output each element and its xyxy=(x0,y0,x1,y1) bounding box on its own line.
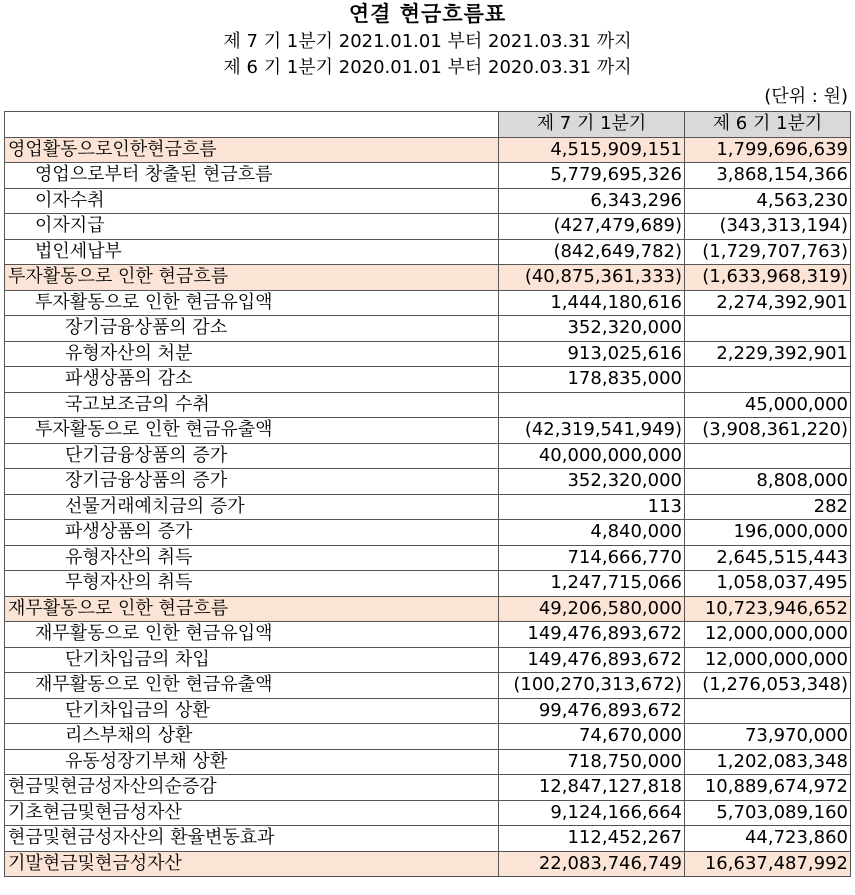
cash-flow-table xyxy=(4,111,851,877)
prior-period-value: 1,058,037,495 xyxy=(685,571,851,597)
row-label: 재무활동으로 인한 현금유입액 xyxy=(5,622,499,648)
row-label: 장기금융상품의 감소 xyxy=(5,316,499,342)
current-period-value: (842,649,782) xyxy=(499,239,685,265)
current-period-value: 352,320,000 xyxy=(499,469,685,495)
prior-period-value xyxy=(685,367,851,393)
table-row xyxy=(5,775,851,801)
row-label: 유형자산의 취득 xyxy=(5,545,499,571)
prior-period-value: 4,563,230 xyxy=(685,188,851,214)
row-label: 파생상품의 증가 xyxy=(5,520,499,546)
current-period-value: 714,666,770 xyxy=(499,545,685,571)
table-row xyxy=(5,418,851,444)
current-period-value: (42,319,541,949) xyxy=(499,418,685,444)
prior-period-value: (1,729,707,763) xyxy=(685,239,851,265)
current-period-value: 149,476,893,672 xyxy=(499,647,685,673)
prior-period-value: 5,703,089,160 xyxy=(685,800,851,826)
prior-period-value: 12,000,000,000 xyxy=(685,647,851,673)
table-row xyxy=(5,265,851,291)
header-prior-period: 제 6 기 1분기 xyxy=(685,112,851,138)
prior-period-value: (1,633,968,319) xyxy=(685,265,851,291)
row-label: 파생상품의 감소 xyxy=(5,367,499,393)
table-row xyxy=(5,341,851,367)
prior-period-value: 10,723,946,652 xyxy=(685,596,851,622)
table-row xyxy=(5,673,851,699)
row-label: 단기차입금의 차입 xyxy=(5,647,499,673)
current-period-value: 22,083,746,749 xyxy=(499,851,685,877)
table-row xyxy=(5,367,851,393)
table-row xyxy=(5,469,851,495)
row-label: 선물거래예치금의 증가 xyxy=(5,494,499,520)
table-row xyxy=(5,137,851,163)
current-period-value: 1,444,180,616 xyxy=(499,290,685,316)
prior-period-value: 1,799,696,639 xyxy=(685,137,851,163)
current-period-value: 178,835,000 xyxy=(499,367,685,393)
prior-period-label: 제 6 기 1분기 2020.01.01 부터 2020.03.31 까지 xyxy=(223,57,632,78)
table-row xyxy=(5,749,851,775)
current-period-value: 5,779,695,326 xyxy=(499,163,685,189)
table-row xyxy=(5,494,851,520)
prior-period-value: 282 xyxy=(685,494,851,520)
page-title: 연결 현금흐름표 xyxy=(348,2,507,26)
prior-period-value: 1,202,083,348 xyxy=(685,749,851,775)
table-row xyxy=(5,163,851,189)
prior-period-value: 3,868,154,366 xyxy=(685,163,851,189)
prior-period-value: 73,970,000 xyxy=(685,724,851,750)
table-row xyxy=(5,239,851,265)
prior-period-value: 44,723,860 xyxy=(685,826,851,852)
table-header-row xyxy=(5,112,851,138)
table-row xyxy=(5,800,851,826)
current-period-value: (427,479,689) xyxy=(499,214,685,240)
table-row xyxy=(5,622,851,648)
row-label: 영업활동으로인한현금흐름 xyxy=(5,137,499,163)
current-period-value: 718,750,000 xyxy=(499,749,685,775)
prior-period-value: 2,229,392,901 xyxy=(685,341,851,367)
current-period-value: 99,476,893,672 xyxy=(499,698,685,724)
header-label-column xyxy=(5,112,499,138)
current-period-value xyxy=(499,392,685,418)
header-current-period: 제 7 기 1분기 xyxy=(499,112,685,138)
prior-period-value: 16,637,487,992 xyxy=(685,851,851,877)
table-row xyxy=(5,443,851,469)
table-row xyxy=(5,214,851,240)
row-label: 장기금융상품의 증가 xyxy=(5,469,499,495)
table-row xyxy=(5,545,851,571)
current-period-value: 9,124,166,664 xyxy=(499,800,685,826)
row-label: 현금및현금성자산의순증감 xyxy=(5,775,499,801)
table-row xyxy=(5,647,851,673)
row-label: 기초현금및현금성자산 xyxy=(5,800,499,826)
table-body xyxy=(5,137,851,877)
table-row xyxy=(5,698,851,724)
prior-period-value: 2,645,515,443 xyxy=(685,545,851,571)
table-row xyxy=(5,290,851,316)
current-period-value: 6,343,296 xyxy=(499,188,685,214)
current-period-label: 제 7 기 1분기 2021.01.01 부터 2021.03.31 까지 xyxy=(223,31,632,52)
row-label: 단기차입금의 상환 xyxy=(5,698,499,724)
current-period-value: 113 xyxy=(499,494,685,520)
prior-period-value xyxy=(685,698,851,724)
table-row xyxy=(5,724,851,750)
row-label: 재무활동으로 인한 현금흐름 xyxy=(5,596,499,622)
row-label: 영업으로부터 창출된 현금흐름 xyxy=(5,163,499,189)
current-period-value: 4,840,000 xyxy=(499,520,685,546)
prior-period-value: 2,274,392,901 xyxy=(685,290,851,316)
current-period-value: (100,270,313,672) xyxy=(499,673,685,699)
row-label: 투자활동으로 인한 현금유입액 xyxy=(5,290,499,316)
row-label: 이자수취 xyxy=(5,188,499,214)
prior-period-value xyxy=(685,443,851,469)
current-period-value: 1,247,715,066 xyxy=(499,571,685,597)
table-row xyxy=(5,188,851,214)
prior-period-value: (3,908,361,220) xyxy=(685,418,851,444)
current-period-value: 74,670,000 xyxy=(499,724,685,750)
prior-period-value: 8,808,000 xyxy=(685,469,851,495)
current-period-value: 352,320,000 xyxy=(499,316,685,342)
current-period-value: 149,476,893,672 xyxy=(499,622,685,648)
table-row xyxy=(5,571,851,597)
current-period-value: 913,025,616 xyxy=(499,341,685,367)
current-period-value: 49,206,580,000 xyxy=(499,596,685,622)
table-row xyxy=(5,826,851,852)
prior-period-value: (343,313,194) xyxy=(685,214,851,240)
table-row xyxy=(5,596,851,622)
row-label: 유형자산의 처분 xyxy=(5,341,499,367)
row-label: 투자활동으로 인한 현금흐름 xyxy=(5,265,499,291)
row-label: 현금및현금성자산의 환율변동효과 xyxy=(5,826,499,852)
row-label: 재무활동으로 인한 현금유출액 xyxy=(5,673,499,699)
prior-period-value: 10,889,674,972 xyxy=(685,775,851,801)
row-label: 무형자산의 취득 xyxy=(5,571,499,597)
prior-period-value: (1,276,053,348) xyxy=(685,673,851,699)
prior-period-value: 12,000,000,000 xyxy=(685,622,851,648)
current-period-value: (40,875,361,333) xyxy=(499,265,685,291)
row-label: 이자지급 xyxy=(5,214,499,240)
row-label: 법인세납부 xyxy=(5,239,499,265)
current-period-value: 112,452,267 xyxy=(499,826,685,852)
current-period-value: 4,515,909,151 xyxy=(499,137,685,163)
table-row xyxy=(5,520,851,546)
prior-period-value: 45,000,000 xyxy=(685,392,851,418)
prior-period-value xyxy=(685,316,851,342)
table-row xyxy=(5,316,851,342)
table-row xyxy=(5,851,851,877)
row-label: 투자활동으로 인한 현금유출액 xyxy=(5,418,499,444)
table-row xyxy=(5,392,851,418)
prior-period-value: 196,000,000 xyxy=(685,520,851,546)
row-label: 국고보조금의 수취 xyxy=(5,392,499,418)
row-label: 리스부채의 상환 xyxy=(5,724,499,750)
unit-label: (단위 : 원) xyxy=(764,86,848,107)
row-label: 유동성장기부채 상환 xyxy=(5,749,499,775)
row-label: 기말현금및현금성자산 xyxy=(5,851,499,877)
current-period-value: 12,847,127,818 xyxy=(499,775,685,801)
current-period-value: 40,000,000,000 xyxy=(499,443,685,469)
row-label: 단기금융상품의 증가 xyxy=(5,443,499,469)
